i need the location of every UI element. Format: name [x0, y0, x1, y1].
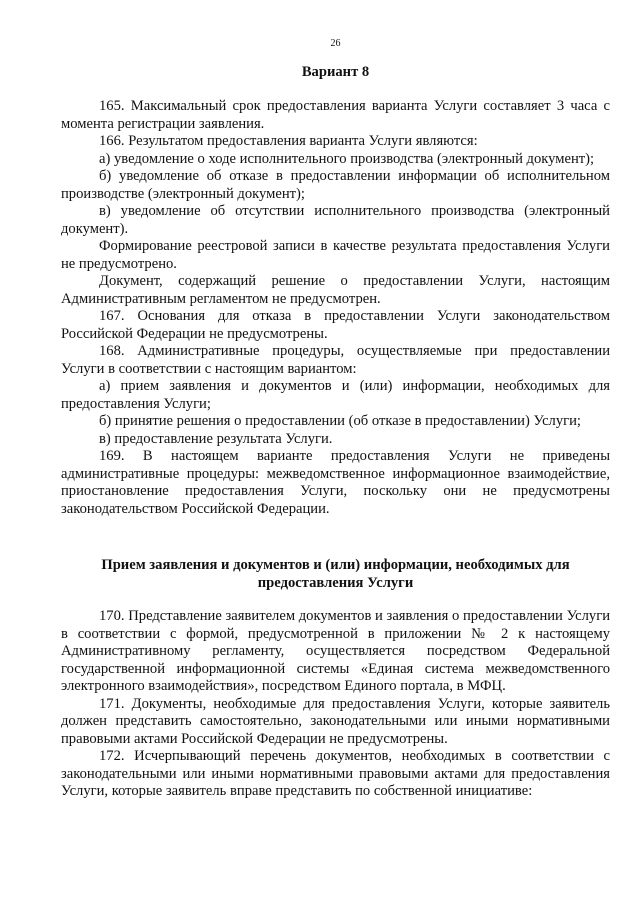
page-number: 26: [330, 38, 341, 49]
paragraph-document: Документ, содержащий решение о предоставлении Услуги, настоящим Административным регламентом не предусмотрен.: [61, 273, 610, 307]
paragraph-167: 167. Основания для отказа в предоставлении Услуги законодательством Российской Федерации не предусмотрены.: [61, 308, 610, 342]
paragraph-170: 170. Представление заявителем документов и заявления о предоставлении Услуги в соответствии с формой, предусмотренной в приложении № 2 к настоящему Административному регламенту, осуществляется посредством Федеральной государственной информационной системы «Единая система межведомственного электронного взаимодействия», посредством Единого портала, в МФЦ.: [61, 608, 610, 694]
procedure-item-b: б) принятие решения о предоставлении (об отказе в предоставлении) Услуги;: [99, 413, 581, 429]
paragraph-165: 165. Максимальный срок предоставления варианта Услуги составляет 3 часа с момента регистрации заявления.: [61, 98, 610, 132]
paragraph-registry: Формирование реестровой записи в качестве результата предоставления Услуги не предусмотрено.: [61, 238, 610, 272]
section-body: [61, 98, 610, 518]
list-item-b: б) уведомление об отказе в предоставлении информации об исполнительном производстве (электронный документ);: [61, 168, 610, 202]
paragraph-168: 168. Административные процедуры, осуществляемые при предоставлении Услуги в соответствии с настоящим вариантом:: [61, 343, 610, 377]
section-heading: Вариант 8: [301, 64, 370, 80]
procedure-item-a: а) прием заявления и документов и (или) информации, необходимых для предоставления Услуги;: [61, 378, 610, 412]
subsection-heading: Прием заявления и документов и (или) информации, необходимых для предоставления Услуги: [101, 557, 570, 591]
list-item-c: в) уведомление об отсутствии исполнительного производства (электронный документ).: [61, 203, 610, 237]
paragraph-169: 169. В настоящем варианте предоставления Услуги не приведены административные процедуры: межведомственное информационное взаимодействие, приостановление предоставления Услуги, поскольку они не предусмотрены законодательством Российской Федерации.: [61, 448, 610, 517]
paragraph-166: 166. Результатом предоставления варианта Услуги являются:: [99, 133, 478, 149]
paragraph-172: 172. Исчерпывающий перечень документов, необходимых в соответствии с законодательными или иными нормативными правовыми актами для предоставления Услуги, которые заявитель вправе представить по собственной инициативе:: [61, 748, 610, 799]
procedure-item-c: в) предоставление результата Услуги.: [99, 430, 333, 447]
subsection: [61, 557, 610, 801]
paragraph-171: 171. Документы, необходимые для предоставления Услуги, которые заявитель должен представить самостоятельно, законодательными или иными нормативными правовыми актами Российской Федерации не предусмотрены.: [61, 695, 610, 747]
list-item-a: а) уведомление о ходе исполнительного производства (электронный документ);: [99, 150, 595, 167]
